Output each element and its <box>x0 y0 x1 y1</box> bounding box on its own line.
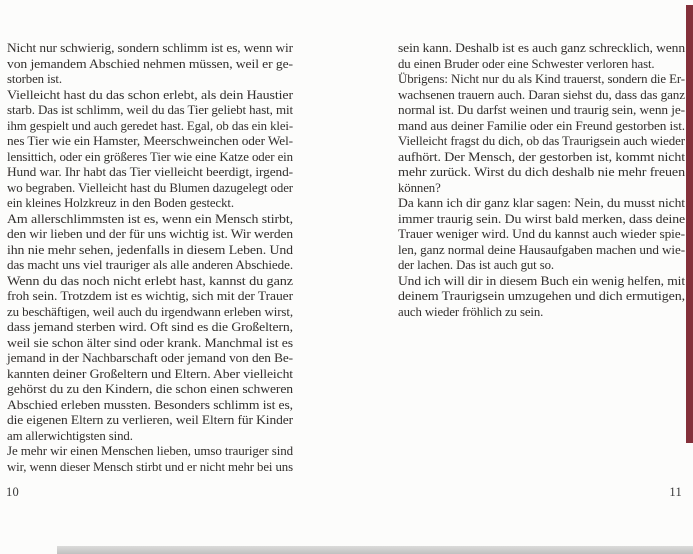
text-line: wachsenen trauern auch. Daran siehst du, dass das ganz <box>398 87 685 102</box>
text-line: mand aus deiner Familie oder ein Freund gestorben ist. <box>398 118 685 133</box>
text-line: ihn nie mehr sehen, jedenfalls in diesem Leben. Und <box>7 242 294 257</box>
page-number-left: 10 <box>6 485 20 499</box>
text-line: ihm gespielt und auch geredet hast. Egal, ob das ein klei- <box>7 118 293 133</box>
text-line: das macht uns viel trauriger als alle anderen Abschiede. <box>7 258 293 272</box>
text-line: aufhört. Der Mensch, der gestorben ist, kommt nicht <box>398 149 685 164</box>
scan-shadow-bottom <box>57 546 693 554</box>
text-line: Am allerschlimmsten ist es, wenn ein Mensch stirbt, <box>7 211 293 226</box>
text-line: weil sie schon älter sind oder krank. Manchmal ist es <box>7 335 293 350</box>
page-number-right: 11 <box>669 485 682 499</box>
text-line: Trauer weniger wird. Und du kannst auch wieder spie- <box>398 227 685 241</box>
left-page-text <box>7 41 293 475</box>
text-line: storben ist. <box>7 72 62 86</box>
text-line: ein kleines Holzkreuz in den Boden gesteckt. <box>7 196 234 210</box>
text-line: Wenn du das noch nicht erlebt hast, kannst du ganz <box>7 273 293 288</box>
text-line: Übrigens: Nicht nur du als Kind trauerst, sondern die Er- <box>398 72 685 86</box>
text-line: gehörst du zu den Kindern, die schon einen schweren <box>7 382 293 396</box>
text-line: froh sein. Trotzdem ist es wichtig, sich mit der Trauer <box>7 289 293 303</box>
text-line: lensittich, oder ein größeres Tier wie eine Katze oder ein <box>7 149 293 164</box>
text-line: Vielleicht hast du das schon erlebt, als dein Haustier <box>7 87 293 102</box>
text-line: Und ich will dir in diesem Buch ein wenig helfen, mit <box>398 273 685 288</box>
text-line: die eigenen Eltern zu verlieren, weil Eltern für Kinder <box>7 413 294 427</box>
text-line: deinem Traurigsein umzugehen und dich ermutigen, <box>398 289 685 303</box>
text-line: Je mehr wir einen Menschen lieben, umso trauriger sind <box>7 444 293 458</box>
text-line: immer traurig sein. Du wirst bald merken, dass deine <box>398 211 685 226</box>
text-line: zu beschäftigen, weil auch du irgendwann erleben wirst, <box>7 304 293 319</box>
text-line: Abschied erleben mussten. Besonders schlimm ist es, <box>7 397 293 412</box>
text-line: am allerwichtigsten sind. <box>7 428 133 443</box>
text-line: nes Tier wie ein Hamster, Meerschweinchen oder Wel- <box>7 134 293 148</box>
text-line: können? <box>398 180 441 195</box>
text-line: starb. Das ist schlimm, weil du das Tier geliebt hast, mit <box>7 103 293 117</box>
text-line: wir, wenn dieser Mensch stirbt und er nicht mehr bei uns <box>7 459 293 474</box>
text-line: sein kann. Deshalb ist es auch ganz schrecklich, wenn <box>398 41 685 55</box>
text-line: wo begraben. Vielleicht hast du Blumen dazugelegt oder <box>7 180 293 195</box>
text-line: von jemandem Abschied nehmen müssen, weil er ge- <box>7 56 293 71</box>
text-line: Vielleicht fragst du dich, ob das Traurigsein auch wieder <box>398 134 685 148</box>
text-line: den wir lieben und der für uns wichtig ist. Wir werden <box>7 227 293 241</box>
text-line: mehr zurück. Wirst du dich deshalb nie mehr freuen <box>398 165 685 179</box>
text-line: dass jemand sterben wird. Oft sind es die Großeltern, <box>7 320 293 334</box>
text-line: der lachen. Das ist auch gut so. <box>398 258 555 272</box>
text-line: auch wieder fröhlich zu sein. <box>398 304 544 319</box>
text-line: Nicht nur schwierig, sondern schlimm ist es, wenn wir <box>7 41 293 55</box>
text-line: len, ganz normal deine Hausaufgaben machen und wie- <box>398 242 685 257</box>
text-line: jemand in der Nachbarschaft oder jemand von den Be- <box>7 351 293 365</box>
text-line: du einen Bruder oder eine Schwester verloren hast. <box>398 56 655 71</box>
right-page-text <box>398 41 685 320</box>
text-line: normal ist. Du darfst weinen und traurig sein, wenn je- <box>398 103 685 117</box>
text-line: kannten deiner Großeltern und Eltern. Aber vielleicht <box>7 366 293 381</box>
text-line: Da kann ich dir ganz klar sagen: Nein, du musst nicht <box>398 196 685 210</box>
cover-edge-bar <box>686 5 693 443</box>
text-line: Hund war. Ihr habt das Tier vielleicht beerdigt, irgend- <box>7 165 293 179</box>
